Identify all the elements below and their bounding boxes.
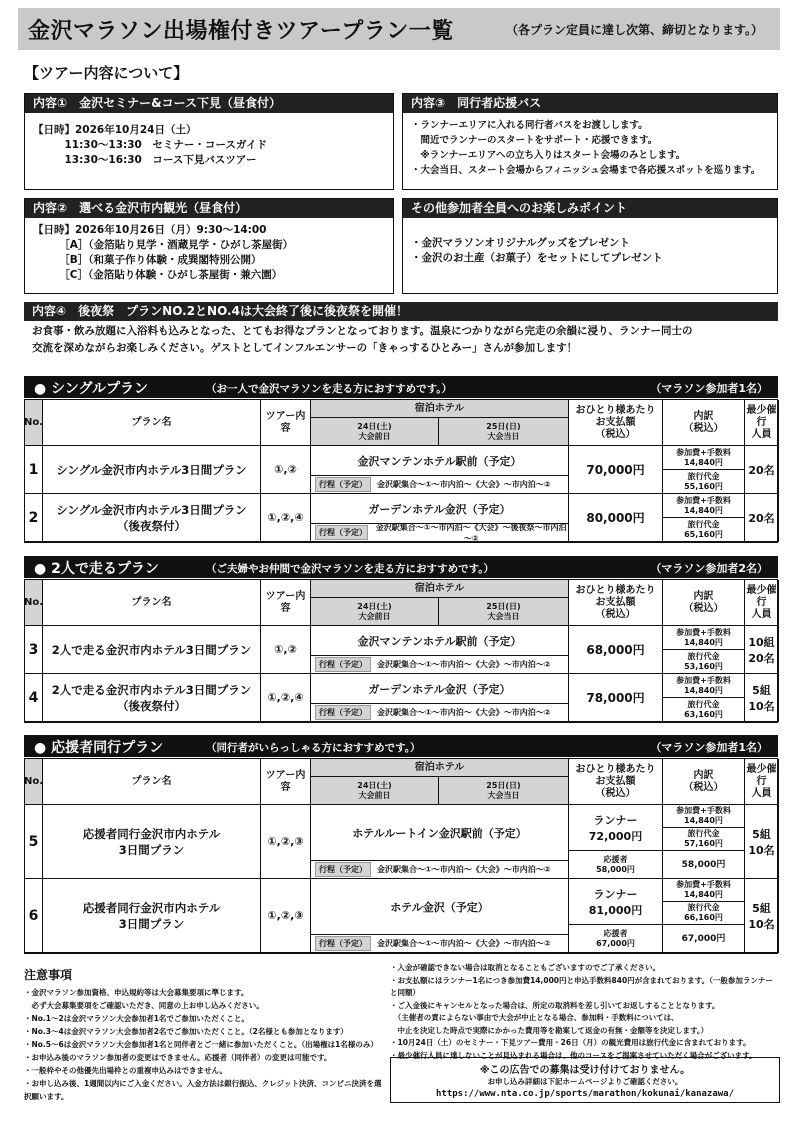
route-text: 金沢駅集合～①～市内泊～《大会》～市内泊～②: [377, 480, 551, 489]
price: 80,000円: [569, 494, 663, 542]
row-no: 6: [25, 879, 43, 953]
col-header-breakdown: 内訳 （税込）: [663, 580, 745, 626]
route-label: 行程（予定）: [315, 936, 371, 951]
route-text: 金沢駅集合～①～市内泊～《大会》～市内泊～②: [377, 939, 551, 948]
col-header-no: No.: [25, 759, 43, 805]
content-2-line: 【日時】2026年10月26日（月）9:30～14:00: [33, 224, 267, 236]
plan-header-single: [24, 376, 778, 398]
content-4-head: 内容④ 後夜祭 プランNO.2とNO.4は大会終了後に後夜祭を開催！: [24, 302, 778, 321]
col-header-day24: 24日(土) 大会前日: [311, 418, 439, 446]
content-1-line: 13:30～16:30 コース下見バスツアー: [33, 154, 257, 166]
row-no: 2: [25, 494, 43, 542]
route-text: 金沢駅集合～①～市内泊～《大会》～市内泊～②: [377, 660, 551, 669]
col-header-price: おひとり様あたり お支払額 （税込）: [569, 400, 663, 446]
note-line: 必ず大会募集要項をご確認いただき、同意の上お申し込みください。: [24, 1001, 264, 1010]
route-text: 金沢駅集合～①～市内泊～《大会》～市内泊～②: [377, 708, 551, 717]
ad-notice-box: [390, 1057, 780, 1103]
col-header-no: No.: [25, 580, 43, 626]
notes-title: 注意事項: [24, 968, 73, 982]
breakdown-fee: 参加費+手数料 14,840円: [663, 805, 745, 828]
plan-header-support: [24, 735, 778, 757]
content-3-line: ・大会当日、スタート会場からフィニッシュ会場まで各応援スポットを巡ります。: [411, 165, 761, 176]
other-points-line: ・金沢マラソンオリジナルグッズをプレゼント: [411, 237, 630, 249]
tour-content: ①,②,③: [261, 879, 311, 953]
breakdown-fee: 参加費+手数料 14,840円: [663, 626, 745, 650]
notes-right: [390, 962, 780, 1062]
min-people: 5組 10名: [745, 879, 779, 953]
ad-notice: ※この広告での募集は受け付けておりません。: [479, 1065, 691, 1076]
note-line: ・金沢マラソン参加資格、申込規約等は大会募集要項に準じます。: [24, 988, 249, 997]
note-line: ・ご入金後にキャンセルとなった場合は、所定の取消料を差し引いてお返しすることとなります。: [390, 1000, 720, 1010]
plan-name: 応援者同行金沢市内ホテル 3日間プラン: [43, 879, 261, 953]
plan-count: （マラソン参加者2名）: [650, 562, 768, 575]
breakdown-supporter: 67,000円: [663, 925, 745, 953]
note-line: ・No.3～4は金沢マラソン大会参加者2名でご参加いただくこと。（2名様とも参加となります）: [24, 1027, 348, 1036]
breakdown-fee: 参加費+手数料 14,840円: [663, 879, 745, 902]
plan-count: （マラソン参加者1名）: [650, 382, 768, 395]
note-line: ・お支払額にはランナー1名につき参加費14,000円と申込手数料840円が含まれております。（一般参加ランナーと同額）: [390, 975, 773, 997]
route-label: 行程（予定）: [315, 525, 368, 540]
price: 70,000円: [569, 446, 663, 494]
row-no: 4: [25, 674, 43, 722]
breakdown-supporter: 58,000円: [663, 851, 745, 879]
plan-name: 応援者同行金沢市内ホテル 3日間プラン: [43, 805, 261, 879]
ad-instructions: お申し込み詳細は下記ホームページよりご確認ください。: [487, 1077, 683, 1086]
col-header-min: 最少催行 人員: [745, 580, 779, 626]
note-line: ・一般枠やその他優先出場枠との重複申込みはできません。: [24, 1066, 227, 1075]
content-4-line: お食事・飲み放題に入浴料も込みとなった、とてもお得なプランとなっております。温泉につかりながら完走の余韻に浸り、ランナー同士の: [32, 325, 693, 337]
route-text: 金沢駅集合～①～市内泊～《大会》～後夜祭～市内泊～②: [375, 522, 567, 543]
col-header-hotel: 宿泊ホテル: [311, 400, 569, 418]
row-no: 1: [25, 446, 43, 494]
route-cell: [311, 935, 569, 953]
page-subtitle: （各プラン定員に達し次第、締切となります。）: [506, 23, 764, 37]
content-1-body: [25, 113, 393, 173]
col-header-plan: プラン名: [43, 580, 261, 626]
content-2-head: 内容② 選べる金沢市内観光（昼食付）: [25, 199, 393, 218]
col-header-hotel: 宿泊ホテル: [311, 759, 569, 777]
route-cell: [311, 704, 569, 722]
plan-table-pair: [24, 579, 778, 723]
content-4-line: 交流を深めながらお楽しみください。ゲストとしてインフルエンサーの「きゃっするひとみー」さんが参加します！: [32, 342, 578, 354]
note-line: ・No.1～2は金沢マラソン大会参加者1名でご参加いただくこと。: [24, 1014, 249, 1023]
col-header-day24: 24日(土) 大会前日: [311, 777, 439, 805]
min-people: 20名: [745, 446, 779, 494]
note-line: ・最少催行人員に達しないことが見込まれる場合は、他のコースをご提案させていただく場合がございます。: [390, 1050, 757, 1060]
content-4-body: [32, 323, 782, 357]
col-header-min: 最少催行 人員: [745, 759, 779, 805]
note-line: （主催者の責によらない事由で大会が中止となる場合、参加料・手数料については、: [390, 1013, 679, 1022]
col-header-price: おひとり様あたり お支払額 （税込）: [569, 759, 663, 805]
tour-content: ①,②,④: [261, 674, 311, 722]
content-2-box: [24, 198, 394, 294]
plan-title: ● 2人で走るプラン: [34, 561, 159, 577]
min-people: 5組 10名: [745, 674, 779, 722]
other-points-box: [402, 198, 778, 294]
route-label: 行程（予定）: [315, 862, 371, 877]
col-header-no: No.: [25, 400, 43, 446]
col-header-tour: ツアー内容: [261, 400, 311, 446]
plan-desc: （ご夫婦やお仲間で金沢マラソンを走る方におすすめです。）: [206, 563, 495, 575]
note-line: 中止を決定した時点で実際にかかった費用等を勘案して返金の有無・金額等を決定します。）: [390, 1025, 709, 1035]
plan-count: （マラソン参加者1名）: [650, 741, 768, 754]
price: 68,000円: [569, 626, 663, 674]
hotel-name: 金沢マンテンホテル駅前（予定）: [311, 446, 569, 476]
route-cell: [311, 476, 569, 494]
plan-desc: （お一人で金沢マラソンを走る方におすすめです。）: [206, 383, 453, 395]
col-header-hotel: 宿泊ホテル: [311, 580, 569, 598]
min-people: 5組 10名: [745, 805, 779, 879]
title-bar: [18, 8, 780, 50]
section-title: 【ツアー内容について】: [24, 64, 189, 82]
breakdown-travel: 旅行代金 57,160円: [663, 828, 745, 851]
row-no: 5: [25, 805, 43, 879]
breakdown-travel: 旅行代金 65,160円: [663, 518, 745, 542]
col-header-breakdown: 内訳 （税込）: [663, 400, 745, 446]
col-header-day25: 25日(日) 大会当日: [439, 777, 569, 805]
other-points-body: [403, 218, 777, 271]
hotel-name: ガーデンホテル金沢（予定）: [311, 494, 569, 524]
note-line: ・10月24日（土）のセミナー・下見ツアー費用・26日（月）の観光費用は旅行代金に含まれております。: [390, 1038, 751, 1047]
other-points-head: その他参加者全員へのお楽しみポイント: [403, 199, 777, 218]
route-label: 行程（予定）: [315, 477, 371, 492]
plan-table-support: [24, 758, 778, 954]
plan-name: 2人で走る金沢市内ホテル3日間プラン （後夜祭付）: [43, 674, 261, 722]
content-1-line: 11:30～13:30 セミナー・コースガイド: [33, 139, 268, 151]
content-1-box: [24, 93, 394, 190]
plan-name: シングル金沢市内ホテル3日間プラン: [43, 446, 261, 494]
breakdown-fee: 参加費+手数料 14,840円: [663, 674, 745, 698]
col-header-price: おひとり様あたり お支払額 （税込）: [569, 580, 663, 626]
tour-content: ①,②: [261, 626, 311, 674]
price-runner: ランナー 72,000円: [569, 805, 663, 851]
col-header-day25: 25日(日) 大会当日: [439, 418, 569, 446]
note-line: ・お申込み後のマラソン参加者の変更はできません。応援者（同伴者）の変更は可能です。: [24, 1053, 332, 1062]
route-label: 行程（予定）: [315, 705, 371, 720]
breakdown-fee: 参加費+手数料 14,840円: [663, 446, 745, 470]
col-header-day24: 24日(土) 大会前日: [311, 598, 439, 626]
content-3-body: [403, 113, 777, 183]
hotel-name: 金沢マンテンホテル駅前（予定）: [311, 626, 569, 656]
content-3-line: ※ランナーエリアへの立ち入りはスタート会場のみとします。: [411, 150, 686, 161]
content-2-line: ［C］（金箔貼り体験・ひがし茶屋街・兼六園）: [33, 269, 283, 281]
content-1-line: 【日時】2026年10月24日（土）: [33, 124, 197, 136]
hotel-name: ガーデンホテル金沢（予定）: [311, 674, 569, 704]
tour-content: ①,②: [261, 446, 311, 494]
breakdown-travel: 旅行代金 66,160円: [663, 902, 745, 925]
col-header-min: 最少催行 人員: [745, 400, 779, 446]
breakdown-fee: 参加費+手数料 14,840円: [663, 494, 745, 518]
route-text: 金沢駅集合～①～市内泊～《大会》～市内泊～②: [377, 865, 551, 874]
min-people: 20名: [745, 494, 779, 542]
content-2-body: [25, 218, 393, 288]
note-line: ・お申し込み後、1週間以内にご入金ください。入金方法は銀行振込、クレジット決済、コンビニ決済を選択願います。: [24, 1079, 382, 1101]
plan-header-pair: [24, 556, 778, 578]
notes-left: [24, 986, 384, 1103]
route-cell: [311, 524, 569, 542]
note-line: ・No.5～6は金沢マラソン大会参加者1名と同伴者とご一緒に参加いただくこと。（出場権は1名様のみ）: [24, 1040, 378, 1049]
route-label: 行程（予定）: [315, 657, 371, 672]
col-header-plan: プラン名: [43, 759, 261, 805]
col-header-tour: ツアー内容: [261, 580, 311, 626]
plan-name: 2人で走る金沢市内ホテル3日間プラン: [43, 626, 261, 674]
hotel-name: ホテルルートイン金沢駅前（予定）: [311, 805, 569, 861]
col-header-tour: ツアー内容: [261, 759, 311, 805]
ad-url-link[interactable]: https://www.nta.co.jp/sports/marathon/kokunai/kanazawa/: [435, 1089, 734, 1099]
breakdown-travel: 旅行代金 63,160円: [663, 698, 745, 722]
price: 78,000円: [569, 674, 663, 722]
plan-title: ● シングルプラン: [34, 381, 149, 397]
content-3-head: 内容③ 同行者応援バス: [403, 94, 777, 113]
min-people: 10組 20名: [745, 626, 779, 674]
price-supporter: 応援者 58,000円: [569, 851, 663, 879]
content-3-line: ・ランナーエリアに入れる同行者バスをお渡しします。: [411, 120, 648, 131]
route-cell: [311, 861, 569, 879]
col-header-day25: 25日(日) 大会当日: [439, 598, 569, 626]
hotel-name: ホテル金沢（予定）: [311, 879, 569, 935]
page-title: 金沢マラソン出場権付きツアープラン一覧: [28, 19, 454, 44]
content-2-line: ［A］（金箔貼り見学・酒蔵見学・ひがし茶屋街）: [33, 239, 294, 251]
plan-desc: （同行者がいらっしゃる方におすすめです。）: [206, 742, 421, 754]
content-2-line: ［B］（和菓子作り体験・成巽閣特別公開）: [33, 254, 262, 266]
col-header-plan: プラン名: [43, 400, 261, 446]
tour-content: ①,②,④: [261, 494, 311, 542]
tour-content: ①,②,③: [261, 805, 311, 879]
breakdown-travel: 旅行代金 55,160円: [663, 470, 745, 494]
note-line: ・入金が確認できない場合は取消となることもございますのでご了承ください。: [390, 963, 660, 972]
content-1-head: 内容① 金沢セミナー&コース下見（昼食付）: [25, 94, 393, 113]
col-header-breakdown: 内訳 （税込）: [663, 759, 745, 805]
content-3-line: 間近でランナーのスタートをサポート・応援できます。: [411, 135, 658, 146]
route-cell: [311, 656, 569, 674]
other-points-line: ・金沢のお土産（お菓子）をセットにしてプレゼント: [411, 252, 663, 264]
row-no: 3: [25, 626, 43, 674]
price-runner: ランナー 81,000円: [569, 879, 663, 925]
content-3-box: [402, 93, 778, 190]
breakdown-travel: 旅行代金 53,160円: [663, 650, 745, 674]
plan-table-single: [24, 399, 778, 543]
price-supporter: 応援者 67,000円: [569, 925, 663, 953]
plan-name: シングル金沢市内ホテル3日間プラン （後夜祭付）: [43, 494, 261, 542]
plan-title: ● 応援者同行プラン: [34, 740, 164, 756]
